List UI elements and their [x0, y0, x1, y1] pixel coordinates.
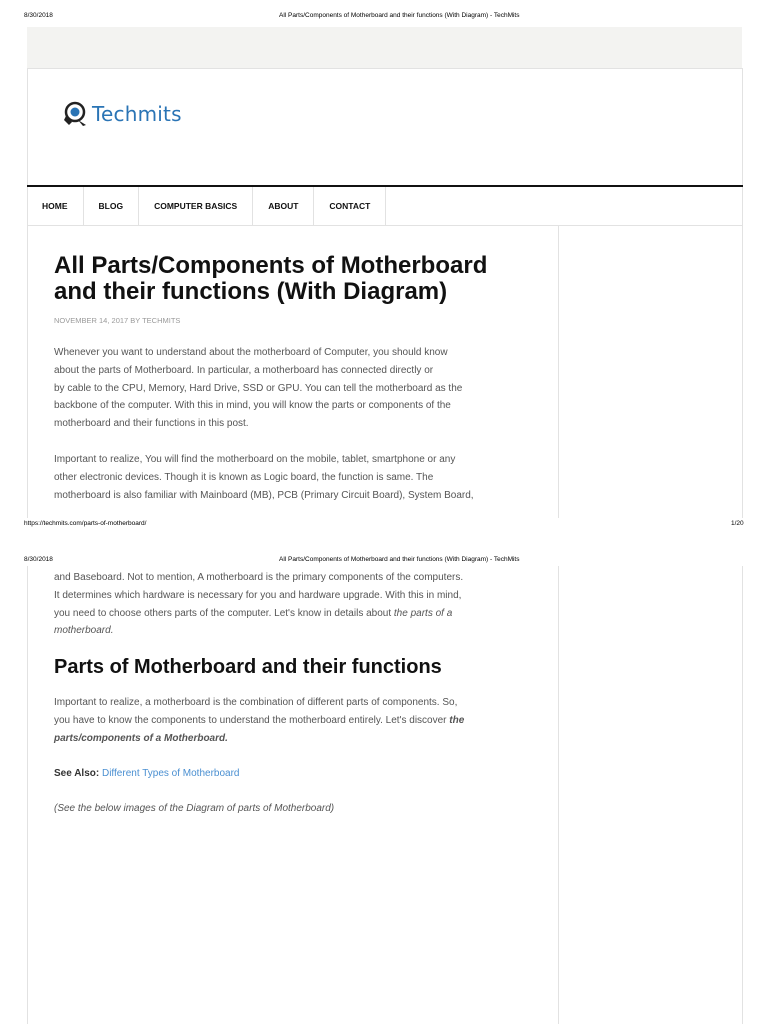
article-title: All Parts/Components of Motherboard and their functions (With Diagram) [54, 252, 488, 305]
main-nav [27, 185, 743, 226]
italic-text: motherboard. [54, 625, 114, 637]
top-banner-area [27, 27, 742, 68]
para-line: Important to realize, You will find the motherboard on the mobile, tablet, smartphone or any [54, 454, 456, 465]
print-url: https://techmits.com/parts-of-motherboard/ [24, 520, 147, 527]
para-line: and Baseboard. Not to mention, A motherboard is the primary components of the computers. [54, 572, 464, 583]
logo-text: Techmits [92, 102, 182, 126]
article-meta: NOVEMBER 14, 2017 BY TECHMITS [54, 316, 181, 325]
techmits-logo-icon [62, 100, 90, 128]
para-line: It determines which hardware is necessary for you and hardware upgrade. With this in mind, [54, 589, 462, 601]
print-date-page2: 8/30/2018 [24, 556, 53, 563]
para-line: motherboard is also familiar with Mainboard (MB), PCB (Primary Circuit Board), System Board, [54, 489, 474, 501]
para-line: about the parts of Motherboard. In particular, a motherboard has connected directly or [54, 364, 434, 376]
diagram-caption: (See the below images of the Diagram of parts of Motherboard) [54, 803, 335, 814]
print-page-number: 1/20 [731, 520, 744, 527]
para-line-text: you need to choose others parts of the computer. Let's know in details about [54, 607, 392, 619]
print-title-page2: All Parts/Components of Motherboard and their functions (With Diagram) - TechMits [279, 556, 520, 563]
para-line: other electronic devices. Though it is known as Logic board, the function is same. The [54, 471, 434, 483]
nav-home[interactable]: HOME [27, 187, 84, 225]
nav-computer-basics[interactable]: COMPUTER BASICS [139, 187, 253, 225]
nav-contact[interactable]: CONTACT [314, 187, 386, 225]
para-line: Whenever you want to understand about the motherboard of Computer, you should know [54, 347, 448, 358]
para-line-text: you have to know the components to understand the motherboard entirely. Let's discover [54, 714, 447, 726]
nav-about[interactable]: ABOUT [253, 187, 314, 225]
para-line: backbone of the computer. With this in mind, you will know the parts or components of the [54, 400, 451, 412]
bold-italic-text: the [449, 714, 465, 726]
print-title: All Parts/Components of Motherboard and their functions (With Diagram) - TechMits [279, 12, 520, 19]
site-logo[interactable] [62, 100, 182, 128]
bold-italic-text: parts/components of a Motherboard. [54, 732, 228, 744]
see-also [54, 765, 529, 783]
article-paragraph-2 [54, 451, 529, 504]
para-line: by cable to the CPU, Memory, Hard Drive, SSD or GPU. You can tell the motherboard as the [54, 382, 463, 394]
para-line [54, 605, 529, 623]
print-date: 8/30/2018 [24, 12, 53, 19]
article-paragraph-2-continued [54, 569, 529, 640]
para-line [54, 712, 529, 730]
article-paragraph-1 [54, 344, 529, 433]
nav-blog[interactable]: BLOG [84, 187, 140, 225]
see-also-link[interactable]: Different Types of Motherboard [101, 768, 240, 779]
frame-left-line-page2 [27, 566, 28, 1024]
sidebar-divider-page2 [558, 566, 559, 1024]
sidebar-divider [558, 226, 559, 518]
para-line: Important to realize, a motherboard is the combination of different parts of components. So, [54, 697, 458, 708]
see-also-label: See Also: [54, 768, 100, 779]
italic-text: the parts of a [393, 607, 453, 619]
article-paragraph-3 [54, 694, 529, 747]
para-line: motherboard and their functions in this post. [54, 418, 249, 430]
section-heading: Parts of Motherboard and their functions [54, 656, 442, 678]
frame-right-line-page2 [742, 566, 743, 1024]
